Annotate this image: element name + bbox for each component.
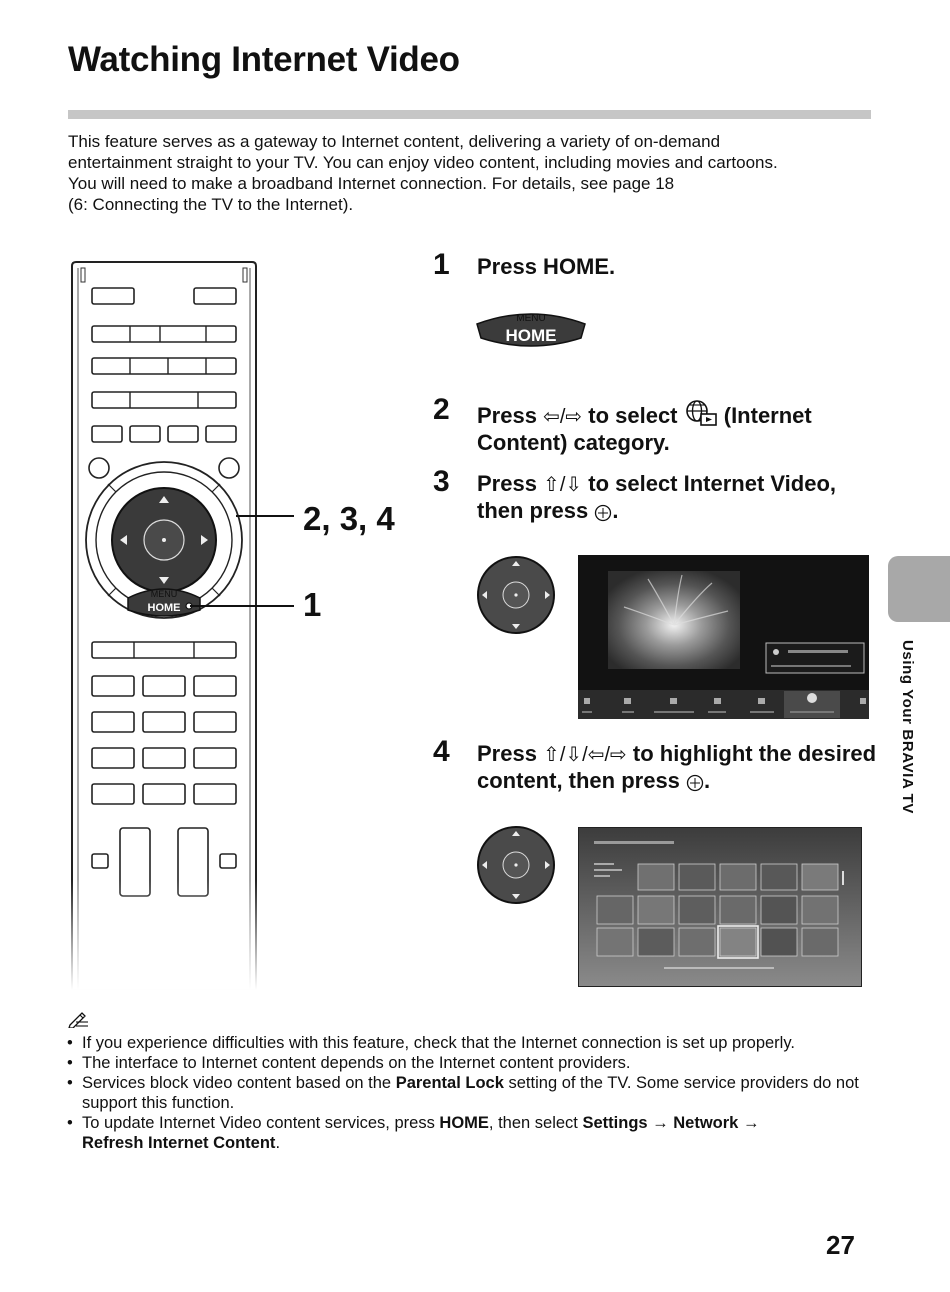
step-text-part: to select bbox=[582, 403, 684, 428]
section-tab bbox=[888, 556, 950, 622]
step-text-part: . bbox=[612, 498, 619, 523]
enter-button-icon bbox=[594, 504, 612, 522]
callout-label-home: 1 bbox=[303, 586, 322, 623]
intro-paragraph bbox=[68, 131, 878, 215]
internet-content-icon bbox=[684, 399, 718, 427]
intro-line: This feature serves as a gateway to Internet content, delivering a variety of on-demand bbox=[68, 132, 721, 151]
step-number: 1 bbox=[433, 248, 450, 281]
content-grid-screenshot bbox=[578, 827, 862, 987]
step-text-part: Press bbox=[477, 403, 544, 428]
callout-leader-line bbox=[190, 605, 294, 607]
title-divider bbox=[68, 110, 871, 119]
note-bold-term: Network bbox=[673, 1114, 739, 1132]
step-text-part: Press bbox=[477, 471, 544, 496]
dpad-illustration bbox=[476, 555, 556, 635]
notes-list bbox=[66, 1033, 886, 1153]
note-text: , then select bbox=[488, 1114, 583, 1132]
note-arrow: → bbox=[738, 1114, 760, 1132]
step-text-part: to highlight the desired content, then press bbox=[477, 741, 877, 793]
note-text: setting of the TV. Some service providers do not support this function. bbox=[82, 1074, 859, 1112]
intro-line: You will need to make a broadband Internet connection. For details, see page 18 bbox=[68, 174, 675, 193]
note-text: To update Internet Video content services, press bbox=[82, 1114, 440, 1132]
step-text-part: . bbox=[704, 768, 711, 793]
note-text: The interface to Internet content depends on the Internet content providers. bbox=[82, 1054, 631, 1072]
intro-line: entertainment straight to your TV. You can enjoy video content, including movies and cartoons. bbox=[68, 153, 778, 172]
note-bold-term: Refresh Internet Content bbox=[82, 1134, 276, 1152]
left-right-arrows-icon: ⇦/⇨ bbox=[543, 406, 583, 428]
note-bold-term: Parental Lock bbox=[395, 1074, 504, 1092]
note-item bbox=[66, 1033, 886, 1053]
step-text bbox=[477, 741, 877, 794]
step-number: 4 bbox=[433, 735, 450, 768]
step-text-part: Press bbox=[477, 741, 544, 766]
step-number: 2 bbox=[433, 393, 450, 426]
note-bold-term: Settings bbox=[582, 1114, 648, 1132]
four-way-arrows-icon: ⇧/⇩/⇦/⇨ bbox=[543, 744, 627, 766]
remote-menu-label: MENU bbox=[150, 589, 178, 599]
dpad-illustration bbox=[476, 825, 556, 905]
enter-button-icon bbox=[686, 774, 704, 792]
step-text-part: (Internet Content) category. bbox=[477, 403, 812, 455]
home-button-home-text: HOME bbox=[505, 326, 557, 345]
note-arrow: → bbox=[647, 1114, 674, 1132]
remote-home-label: HOME bbox=[147, 602, 181, 614]
note-text: If you experience difficulties with this feature, check that the Internet connection is set up properly. bbox=[82, 1034, 795, 1052]
step-text-part: to select Internet Video, then press bbox=[477, 471, 837, 523]
note-item bbox=[66, 1073, 886, 1113]
note-bold-term: HOME bbox=[439, 1114, 489, 1132]
section-side-label: Using Your BRAVIA TV bbox=[899, 640, 916, 814]
note-text: . bbox=[275, 1134, 281, 1152]
note-item bbox=[66, 1113, 886, 1153]
step-number: 3 bbox=[433, 465, 450, 498]
step-text bbox=[477, 471, 877, 524]
up-down-arrows-icon: ⇧/⇩ bbox=[543, 474, 583, 496]
intro-line: (6: Connecting the TV to the Internet). bbox=[68, 195, 354, 214]
home-button-icon bbox=[475, 308, 587, 350]
step-text: Press HOME. bbox=[477, 254, 616, 279]
callout-leader-line bbox=[236, 515, 294, 517]
page-title: Watching Internet Video bbox=[68, 40, 460, 79]
remote-control-illustration bbox=[66, 260, 266, 990]
home-menu-screenshot bbox=[578, 555, 869, 719]
step-text bbox=[477, 399, 877, 456]
page-number: 27 bbox=[826, 1230, 855, 1260]
callout-label-dpad: 2, 3, 4 bbox=[303, 500, 395, 537]
note-pencil-icon bbox=[68, 1010, 90, 1028]
home-button-menu-text: MENU bbox=[516, 313, 546, 324]
note-item bbox=[66, 1053, 886, 1073]
note-text: Services block video content based on the bbox=[82, 1074, 396, 1092]
